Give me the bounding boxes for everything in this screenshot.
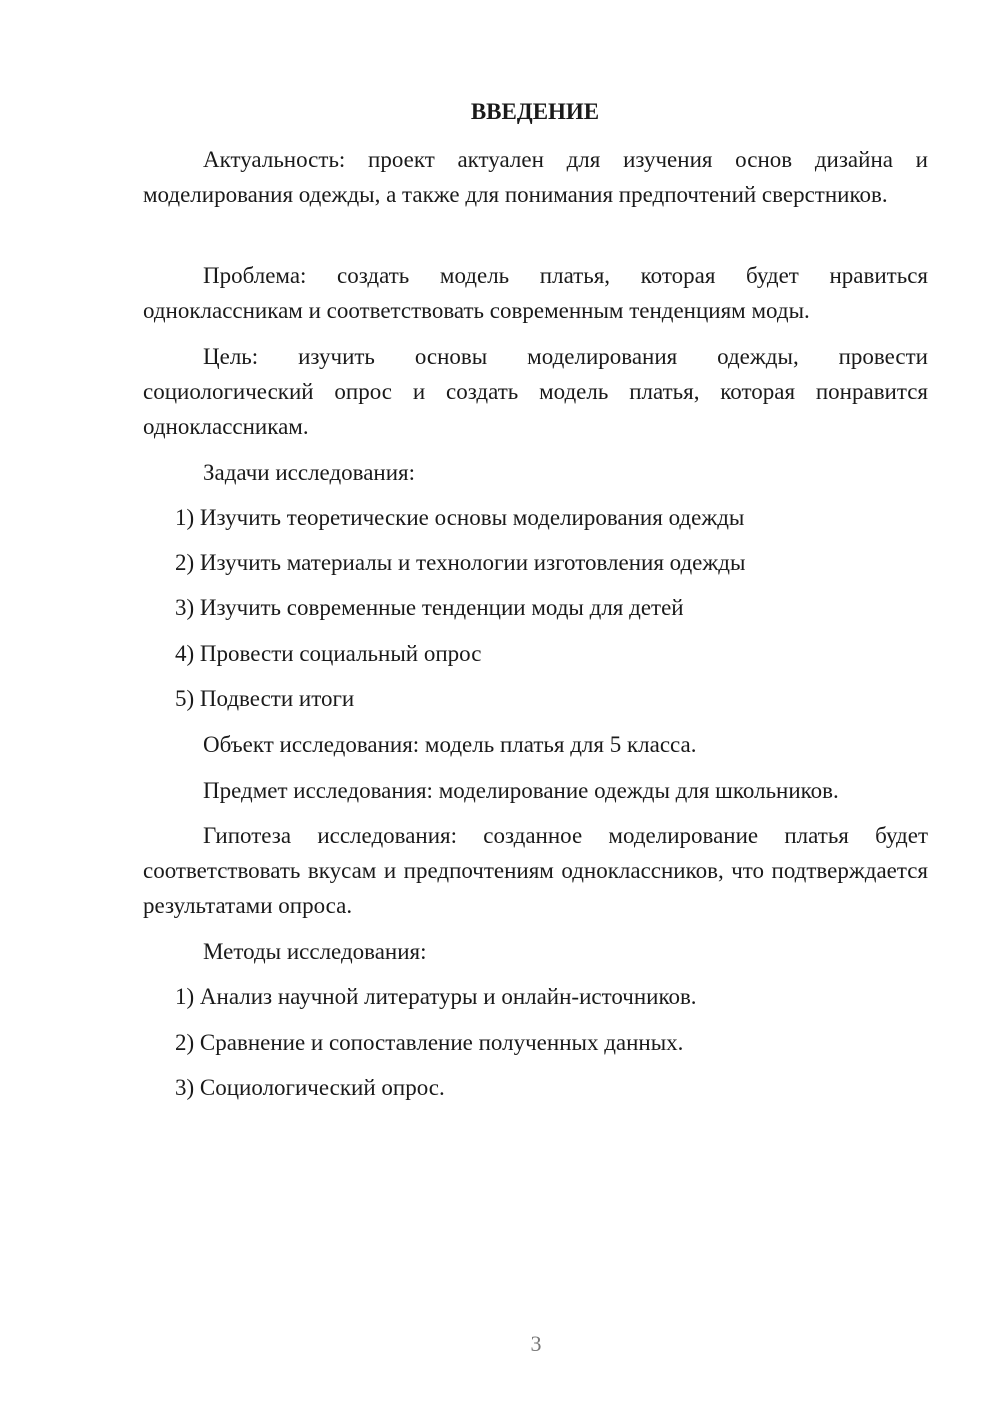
methods-section	[143, 934, 928, 969]
relevance-text: Актуальность: проект актуален для изучения основ дизайна и моделирования одежды, а также для понимания предпочтений сверстников.	[143, 147, 928, 207]
task-item-1: 1) Изучить теоретические основы моделирования одежды	[175, 505, 745, 530]
task-item-3: 3) Изучить современные тенденции моды для детей	[175, 595, 684, 620]
method-item	[143, 979, 928, 1014]
paragraph-problem	[143, 258, 928, 328]
task-item-2: 2) Изучить материалы и технологии изготовления одежды	[175, 550, 746, 575]
paragraph-goal	[143, 339, 928, 444]
subject-text: Предмет исследования: моделирование одежды для школьников.	[203, 778, 839, 803]
hypothesis-text: Гипотеза исследования: созданное моделирование платья будет соответствовать вкусам и предпочтениям одноклассников, что подтверждается результатами опроса.	[143, 823, 928, 918]
method-item	[143, 1070, 928, 1105]
tasks-section	[143, 455, 928, 490]
task-item	[143, 590, 928, 625]
method-item	[143, 1025, 928, 1060]
method-item-2: 2) Сравнение и сопоставление полученных данных.	[175, 1030, 684, 1055]
paragraph-object	[143, 727, 928, 762]
task-item	[143, 681, 928, 716]
page-number: 3	[530, 1331, 542, 1356]
task-item	[143, 500, 928, 535]
task-item-5: 5) Подвести итоги	[175, 686, 355, 711]
task-item	[143, 545, 928, 580]
object-text: Объект исследования: модель платья для 5 класса.	[203, 732, 697, 757]
problem-text: Проблема: создать модель платья, которая будет нравиться одноклассникам и соответствовать современным тенденциям моды.	[143, 263, 928, 323]
page-title: ВВЕДЕНИЕ	[470, 99, 600, 124]
paragraph-subject	[143, 773, 928, 808]
task-item	[143, 636, 928, 671]
methods-title: Методы исследования:	[203, 939, 427, 964]
method-item-3: 3) Социологический опрос.	[175, 1075, 445, 1100]
task-item-4: 4) Провести социальный опрос	[175, 641, 482, 666]
goal-text: Цель: изучить основы моделирования одежды, провести социологический опрос и создать модель платья, которая понравится одноклассникам.	[143, 344, 928, 439]
method-item-1: 1) Анализ научной литературы и онлайн-источников.	[175, 984, 697, 1009]
tasks-title: Задачи исследования:	[203, 460, 416, 485]
paragraph-hypothesis	[143, 818, 928, 923]
paragraph-relevance	[143, 142, 928, 212]
